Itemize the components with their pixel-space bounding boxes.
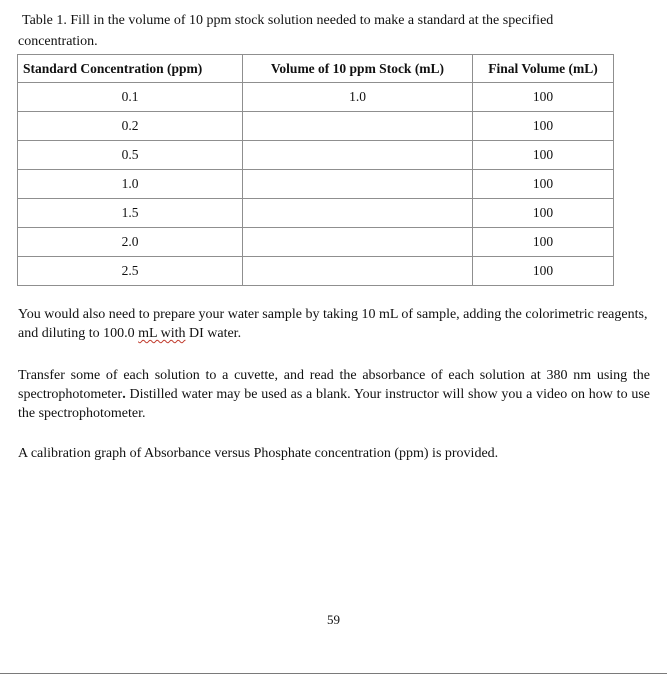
sample-prep-text-end: DI water.: [185, 326, 242, 341]
cell-stock-volume[interactable]: [243, 257, 473, 286]
table-caption-line-2: concentration.: [18, 34, 98, 49]
footer-divider: [0, 673, 667, 674]
table-row: [18, 112, 614, 141]
cell-final-volume: 100: [473, 170, 614, 199]
calibration-paragraph: A calibration graph of Absorbance versus Phosphate concentration (ppm) is provided.: [18, 446, 499, 461]
sample-prep-paragraph: [18, 305, 650, 343]
absorbance-paragraph: [18, 366, 650, 423]
cell-stock-volume[interactable]: 1.0: [243, 83, 473, 112]
page-number: 59: [327, 612, 340, 627]
table-caption-line-1: Table 1. Fill in the volume of 10 ppm stock solution needed to make a standard at the specified: [22, 13, 554, 28]
cell-concentration: 1.0: [18, 170, 243, 199]
cell-concentration: 2.0: [18, 228, 243, 257]
cell-concentration: 2.5: [18, 257, 243, 286]
cell-stock-volume[interactable]: [243, 112, 473, 141]
cell-concentration: 0.5: [18, 141, 243, 170]
cell-concentration: 0.2: [18, 112, 243, 141]
table-caption: [18, 10, 648, 52]
sample-prep-text: You would also need to prepare your water sample by taking 10 mL of sample, adding the colorimetric reagents, and diluting to 100.0: [18, 307, 648, 341]
bold-period: .: [122, 387, 126, 402]
spellcheck-flagged-text[interactable]: mL with: [138, 326, 186, 341]
absorbance-text: Transfer some of each solution to a cuvette, and read the absorbance of each solution at 380 nm using the spectrophotometer: [18, 368, 650, 402]
cell-final-volume: 100: [473, 199, 614, 228]
header-final-volume: Final Volume (mL): [473, 55, 614, 83]
cell-stock-volume[interactable]: [243, 170, 473, 199]
cell-stock-volume[interactable]: [243, 141, 473, 170]
table-row: [18, 83, 614, 112]
cell-stock-volume[interactable]: [243, 199, 473, 228]
cell-final-volume: 100: [473, 83, 614, 112]
header-standard-concentration: Standard Concentration (ppm): [18, 55, 243, 83]
table-row: [18, 170, 614, 199]
cell-stock-volume[interactable]: [243, 228, 473, 257]
absorbance-text-end: Distilled water may be used as a blank. Your instructor will show you a video on how to use the spectrophotometer.: [18, 387, 650, 421]
cell-final-volume: 100: [473, 112, 614, 141]
standards-table: [17, 54, 614, 286]
table-row: [18, 199, 614, 228]
cell-concentration: 0.1: [18, 83, 243, 112]
cell-final-volume: 100: [473, 257, 614, 286]
table-header-row: [18, 55, 614, 83]
cell-concentration: 1.5: [18, 199, 243, 228]
table-row: [18, 228, 614, 257]
cell-final-volume: 100: [473, 141, 614, 170]
table-row: [18, 257, 614, 286]
cell-final-volume: 100: [473, 228, 614, 257]
table-row: [18, 141, 614, 170]
header-stock-volume: Volume of 10 ppm Stock (mL): [243, 55, 473, 83]
